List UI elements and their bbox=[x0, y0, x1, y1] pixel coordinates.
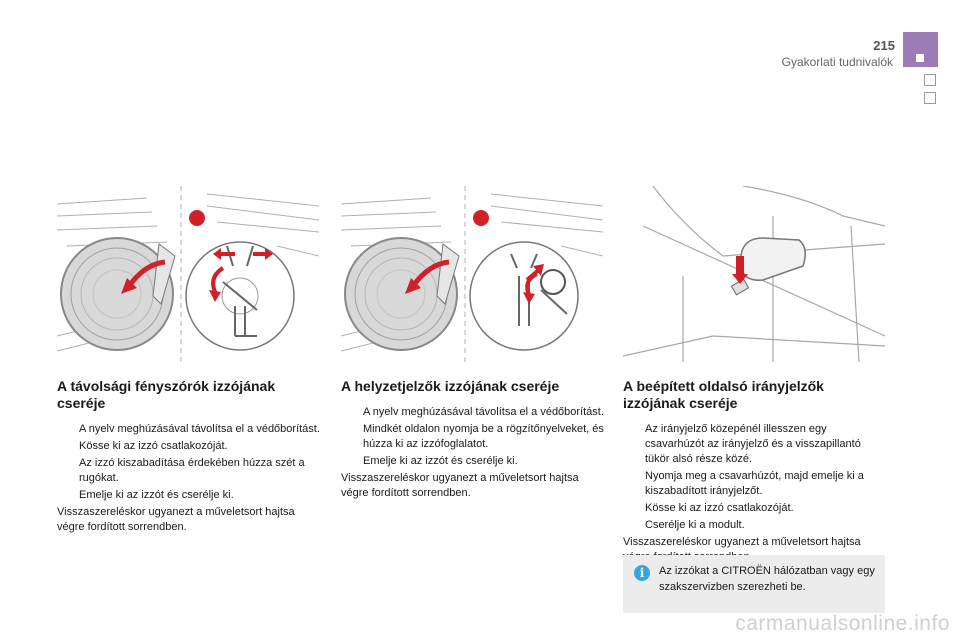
list-item: Nyomja meg a csavarhúzót, majd emelje ki a kiszabadított irányjelzőt. bbox=[645, 470, 864, 497]
list-item: Mindkét oldalon nyomja be a rögzítőnyelveket, és húzza ki az izzófoglalatot. bbox=[363, 423, 604, 450]
side-repeater-section bbox=[623, 378, 888, 565]
info-text: Az izzókat a CITROËN hálózatban vagy egy szakszervizben szerezheti be. bbox=[659, 565, 875, 593]
list-item: Az izzó kiszabadítása érdekében húzza szét a rugókat. bbox=[79, 457, 305, 484]
refit-note: Visszaszereléskor ugyanezt a műveletsort hajtsa bbox=[623, 536, 861, 548]
side-repeater-steps bbox=[623, 422, 888, 533]
info-box bbox=[623, 555, 885, 613]
list-item: Az irányjelző közepénél illesszen egy csavarhúzót az irányjelző és a visszapillantó tükör alsó része közé. bbox=[645, 423, 861, 465]
refit-note: Visszaszereléskor ugyanezt a műveletsort hajtsa végre fordított sorrendben. bbox=[341, 472, 579, 499]
list-item: Emelje ki az izzót és cserélje ki. bbox=[79, 489, 234, 501]
main-beam-steps bbox=[57, 422, 322, 503]
list-item: Cserélje ki a modult. bbox=[645, 519, 745, 531]
chapter-tab-box bbox=[924, 74, 936, 86]
refit-note: Visszaszereléskor ugyanezt a műveletsort hajtsa végre fordított sorrendben. bbox=[57, 506, 295, 533]
side-repeater-title: A beépített oldalsó irányjelzők izzójának cseréje bbox=[623, 378, 824, 411]
list-item: A nyelv meghúzásával távolítsa el a védőborítást. bbox=[79, 423, 320, 435]
sidelamp-title: A helyzetjelzők izzójának cseréje bbox=[341, 378, 560, 394]
sidelamp-section bbox=[341, 378, 606, 501]
list-item: Kösse ki az izzó csatlakozóját. bbox=[645, 502, 794, 514]
list-item: Emelje ki az izzót és cserélje ki. bbox=[363, 455, 518, 467]
section-title: Gyakorlati tudnivalók bbox=[781, 55, 893, 69]
list-item: Kösse ki az izzó csatlakozóját. bbox=[79, 440, 228, 452]
chapter-tab bbox=[903, 32, 938, 67]
main-beam-section bbox=[57, 378, 322, 535]
side-repeater-illustration bbox=[623, 186, 885, 362]
sidelamp-steps bbox=[341, 405, 606, 469]
main-beam-bulb-illustration bbox=[57, 186, 319, 362]
sidelamp-bulb-illustration bbox=[341, 186, 603, 362]
info-icon: i bbox=[634, 565, 650, 581]
main-beam-title: A távolsági fényszórók izzójának cseréje bbox=[57, 378, 276, 411]
list-item: A nyelv meghúzásával távolítsa el a védőborítást. bbox=[363, 406, 604, 418]
page-number: 215 bbox=[873, 38, 895, 53]
chapter-tab-box bbox=[924, 92, 936, 104]
watermark: carmanualsonline.info bbox=[735, 612, 950, 635]
chapter-tab-dot bbox=[916, 54, 924, 62]
